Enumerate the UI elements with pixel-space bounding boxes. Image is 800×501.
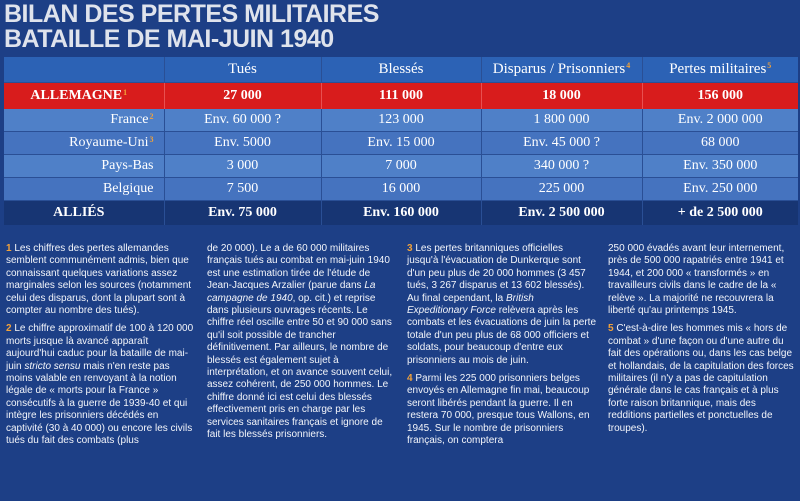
table-cell: 156 000 — [642, 83, 798, 110]
footnote-text: mais n'en reste pas moins valable en renvoyant à la notion légale de « morts pour la France » consécutifs à la guerre de 1939-40 et qui intègre les prisonniers décédés en captivité (30 à 40 000) ou encore les civils tués du fait des combats (plus — [6, 360, 193, 447]
row-label: Royaume-Uni$^3$ — [4, 132, 164, 155]
footnote-number: 2 — [6, 323, 12, 335]
losses-table — [4, 57, 798, 225]
table-cell: Env. 45 000 ? — [481, 132, 642, 155]
table-row-royaume-uni — [4, 132, 798, 155]
footnote-2-continued: de 20 000). Le a de 60 000 militaires français tués au combat en mai-juin 1940 est une estimation tirée de l'étude de Jean-Jacques Arzalier (parue dans La campagne de 1940, op. cit.) et reprise dans plusieurs ouvrages récents. Le chiffre réel oscille entre 50 et 90 000 sans qu'il soit possible de trancher définitivement. Par ailleurs, le nombre de blessés est également sujet à interprétation, et on avance souvent celui, assez cohérent, de 250 000 hommes. Le chiffre donné ici est celui des blessés effectivement pris en charge par les services sanitaires français et ignore de fait les blessés prisonniers. — [207, 243, 393, 441]
table-cell: 18 000 — [481, 83, 642, 110]
table-cell: 1 800 000 — [481, 109, 642, 132]
table-cell: Env. 60 000 ? — [164, 109, 321, 132]
notes-column-4 — [608, 243, 798, 441]
note-ref: 2 — [149, 112, 154, 121]
footnote-text: relèvera après les combats et les évacuations de juin la perte totale d'un peu plus de 68 000 officiers et soldats, pour beaucoup d'entre eux prisonniers au mois de juin. — [407, 305, 596, 366]
row-label: ALLEMAGNE$^1$ — [4, 83, 164, 110]
header-empty — [4, 57, 164, 83]
footnote-text: Les pertes britanniques officielles jusqu'à l'évacuation de Dunkerque sont d'un peu plus de 20 000 hommes (3 457 tués, 3 267 disparus et 13 602 blessés). Au final cependant, la — [407, 243, 586, 304]
table-cell: 111 000 — [321, 83, 481, 110]
table-cell: 123 000 — [321, 109, 481, 132]
table-cell: 7 500 — [164, 178, 321, 201]
row-label: Pays-Bas — [4, 155, 164, 178]
footnote-2 — [6, 323, 196, 447]
footnote-number: 3 — [407, 243, 413, 254]
header-tues: Tués — [164, 57, 321, 83]
footnote-3 — [407, 243, 597, 367]
table-cell: 27 000 — [164, 83, 321, 110]
table-cell: Env. 2 500 000 — [481, 201, 642, 226]
table-row-allemagne — [4, 83, 798, 110]
table-cell: Env. 250 000 — [642, 178, 798, 201]
table-row-allies — [4, 201, 798, 226]
footnote-5 — [608, 323, 798, 435]
footnote-number: 5 — [608, 323, 614, 335]
table-cell: Env. 15 000 — [321, 132, 481, 155]
page-title — [4, 2, 379, 52]
row-label: ALLIÉS — [4, 201, 164, 226]
notes-column-2 — [207, 243, 397, 448]
notes-column-3 — [407, 243, 597, 454]
table-cell: Env. 350 000 — [642, 155, 798, 178]
table-cell: 340 000 ? — [481, 155, 642, 178]
notes-column-1 — [6, 243, 196, 454]
row-label: Belgique — [4, 178, 164, 201]
table-row-pays-bas — [4, 155, 798, 178]
footnote-1 — [6, 243, 196, 317]
table-row-france — [4, 109, 798, 132]
title-line-2: BATAILLE DE MAI-JUIN 1940 — [4, 25, 334, 53]
header-disparus: Disparus / Prisonniers$^4$ — [481, 57, 642, 83]
table-cell: 225 000 — [481, 178, 642, 201]
header-pertes: Pertes militaires$^5$ — [642, 57, 798, 83]
footnote-text: C'est-à-dire les hommes mis « hors de combat » d'une façon ou d'une autre du fait des opérations ou, dans les cas belge et hollandais, de la capitulation des forces militaires (il n'y a pas de capitulation générale dans le cas français et à plus forte raison britannique, mais des redditions partielles et ponctuelles de troupes). — [608, 323, 794, 434]
footnote-text: Le chiffre approximatif de 100 à 120 000 morts jusque là avancé apparaît aujourd'hui caduc pour la bataille de mai-juin — [6, 323, 194, 372]
note-ref: 5 — [767, 61, 772, 70]
footnote-number: 1 — [6, 243, 12, 254]
table-cell: + de 2 500 000 — [642, 201, 798, 226]
note-ref: 4 — [626, 61, 631, 70]
table-cell: 7 000 — [321, 155, 481, 178]
table-cell: 68 000 — [642, 132, 798, 155]
table-cell: Env. 5000 — [164, 132, 321, 155]
table-cell: Env. 2 000 000 — [642, 109, 798, 132]
footnote-text: Les chiffres des pertes allemandes semblent communément admis, bien que connaissant quelques variations assez marginales selon les sources (notamment celui des disparus, dont la plupart sont à compter au nombre des tués). — [6, 243, 192, 317]
footnote-italic: stricto sensu — [24, 360, 81, 372]
footnote-number: 4 — [407, 373, 413, 385]
header-blesses: Blessés — [321, 57, 481, 83]
footnote-text: Parmi les 225 000 prisonniers belges envoyés en Allemagne fin mai, beaucoup seront libérés pendant la guerre. Il en restera 70 000, presque tous Wallons, en 1945. Sur le nombre de prisonniers français, on comptera — [407, 373, 590, 447]
table-header-row — [4, 57, 798, 83]
table-row-belgique — [4, 178, 798, 201]
note-ref: 3 — [149, 135, 154, 144]
note-ref: 1 — [123, 88, 128, 97]
table-cell: Env. 160 000 — [321, 201, 481, 226]
footnote-italic: British Expeditionary Force — [407, 292, 534, 317]
footnote-italic: La campagne de 1940 — [207, 280, 376, 304]
footnote-4 — [407, 373, 597, 447]
table-cell: Env. 75 000 — [164, 201, 321, 226]
table-cell: 16 000 — [321, 178, 481, 201]
table-cell: 3 000 — [164, 155, 321, 178]
title-line-1: BILAN DES PERTES MILITAIRES — [4, 0, 379, 28]
footnote-4-continued: 250 000 évadés avant leur internement, près de 500 000 rapatriés entre 1941 et 1944, et 200 000 « transformés » en travailleurs civils dans le cadre de la « relève ». La majorité ne recouvrera la liberté qu'au printemps 1945. — [608, 243, 785, 317]
row-label: France$^2$ — [4, 109, 164, 132]
